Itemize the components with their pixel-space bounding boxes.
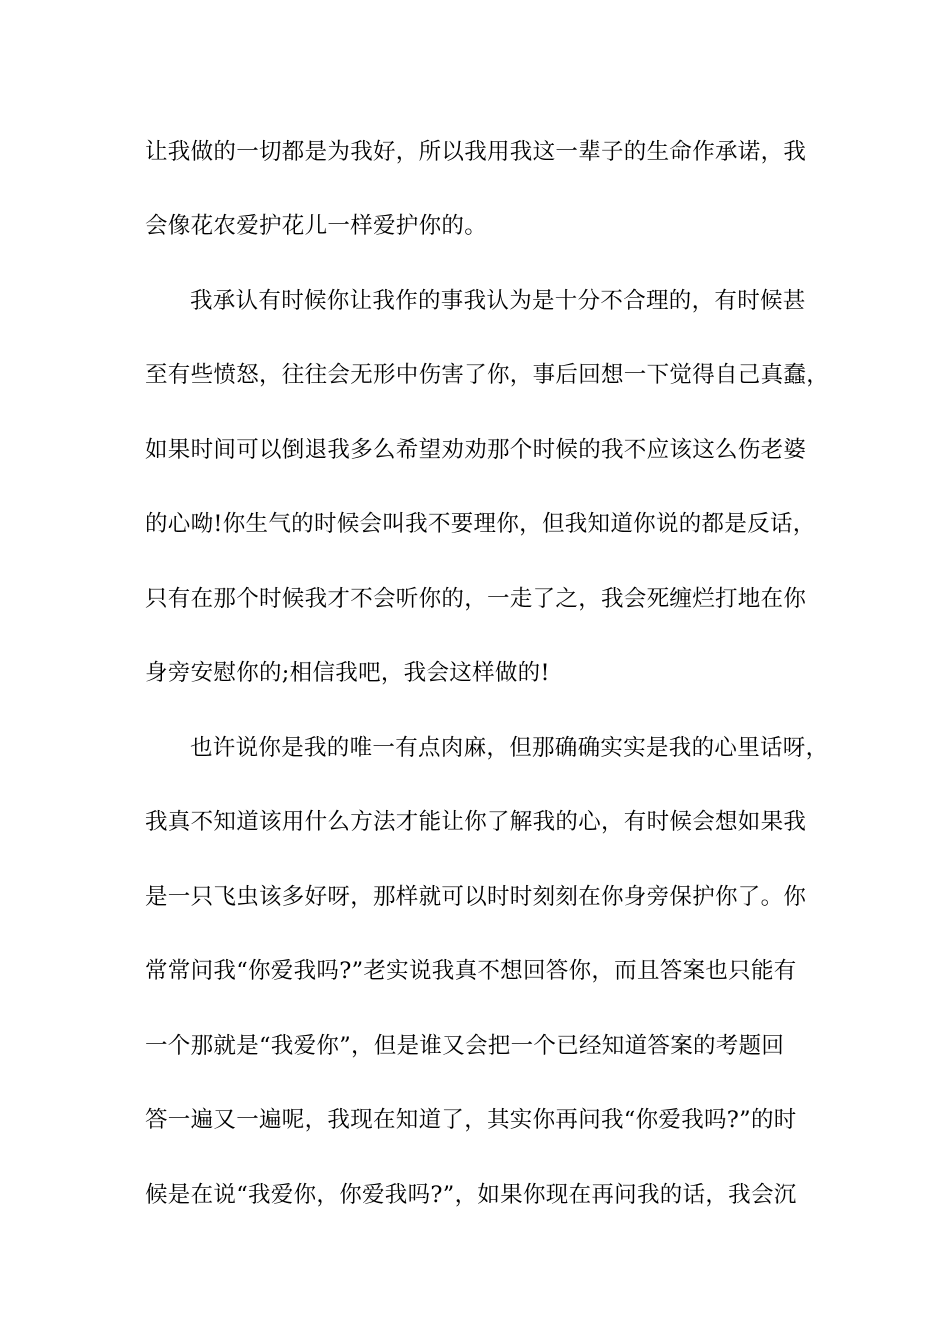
text-line-15: 候是在说“我爱你，你爱我吗?”，如果你现在再问我的话，我会沉 xyxy=(145,1182,797,1208)
text-line-13: 一个那就是“我爱你”，但是谁又会把一个已经知道答案的考题回 xyxy=(145,1033,785,1059)
text-line-7: 只有在那个时候我才不会听你的，一走了之，我会死缠烂打地在你 xyxy=(145,586,807,612)
text-line-12: 常常问我“你爱我吗?”老实说我真不想回答你，而且答案也只能有 xyxy=(145,958,797,984)
text-line-1: 让我做的一切都是为我好，所以我用我这一辈子的生命作承诺，我 xyxy=(145,139,807,165)
text-line-3: 我承认有时候你让我作的事我认为是十分不合理的，有时候甚 xyxy=(190,288,806,314)
text-line-5: 如果时间可以倒退我多么希望劝劝那个时候的我不应该这么伤老婆 xyxy=(145,437,807,463)
text-line-2: 会像花农爱护花儿一样爱护你的。 xyxy=(145,213,488,239)
text-line-9: 也许说你是我的唯一有点肉麻，但那确确实实是我的心里话呀， xyxy=(190,735,829,761)
text-line-4: 至有些愤怒，往往会无形中伤害了你，事后回想一下觉得自己真蠢， xyxy=(145,362,830,388)
text-line-6: 的心呦!你生气的时候会叫我不要理你，但我知道你说的都是反话， xyxy=(145,511,816,537)
text-line-14: 答一遍又一遍呢，我现在知道了，其实你再问我“你爱我吗?”的时 xyxy=(145,1107,797,1133)
text-line-11: 是一只飞虫该多好呀，那样就可以时时刻刻在你身旁保护你了。你 xyxy=(145,884,807,910)
text-line-10: 我真不知道该用什么方法才能让你了解我的心，有时候会想如果我 xyxy=(145,809,807,835)
text-line-8: 身旁安慰你的;相信我吧，我会这样做的! xyxy=(145,660,550,686)
